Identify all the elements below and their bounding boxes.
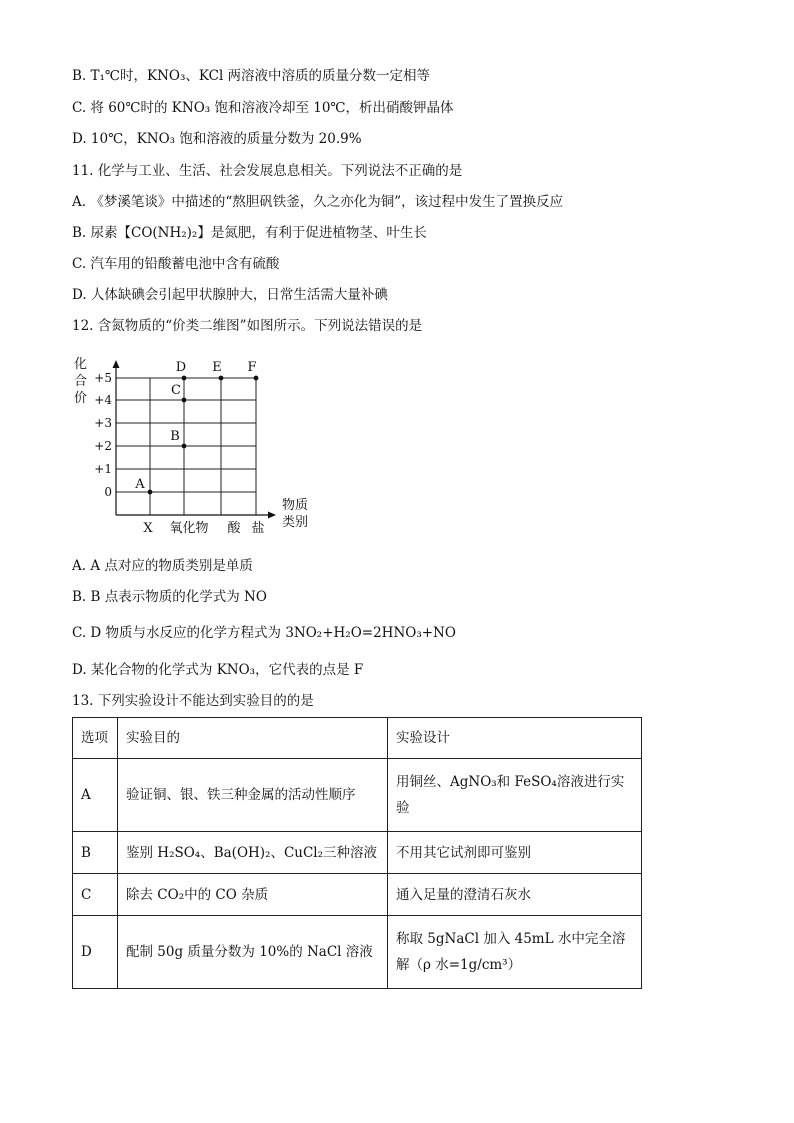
row-option: C (73, 874, 118, 916)
y-tick-label: +5 (94, 371, 112, 385)
x-tick-label: 氧化物 (169, 521, 209, 536)
y-tick-label: +3 (94, 416, 112, 430)
header-design: 实验设计 (388, 718, 642, 759)
q13-stem: 13. 下列实验设计不能达到实验目的的是 (72, 693, 314, 709)
y-tick-label: +4 (94, 393, 112, 407)
table-row (73, 916, 642, 989)
q12-option-d: D. 某化合物的化学式为 KNO₃，它代表的点是 F (72, 662, 364, 678)
point-label-f: F (247, 360, 257, 375)
point-label-a: A (135, 477, 145, 492)
row-design: 称取 5gNaCl 加入 45mL 水中完全溶解（ρ 水=1g/cm³） (388, 916, 642, 989)
x-axis-label: 物质 类别 (282, 498, 309, 530)
q11-stem: 11. 化学与工业、生活、社会发展息息相关。下列说法不正确的是 (72, 163, 463, 179)
x-tick-label: 酸 (227, 521, 241, 536)
table-header-row (73, 718, 642, 759)
row-purpose: 配制 50g 质量分数为 10%的 NaCl 溶液 (118, 916, 388, 989)
table-row (73, 759, 642, 832)
row-option: D (73, 916, 118, 989)
point-label-b: B (170, 429, 180, 444)
table-row (73, 874, 642, 916)
q10-option-c: C. 将 60℃时的 KNO₃ 饱和溶液冷却至 10℃，析出硝酸钾晶体 (72, 100, 454, 116)
point-f (254, 376, 259, 381)
q10-option-d: D. 10℃，KNO₃ 饱和溶液的质量分数为 20.9% (72, 131, 362, 147)
point-c (182, 398, 187, 403)
point-a (148, 490, 153, 495)
row-purpose: 除去 CO₂中的 CO 杂质 (118, 874, 388, 916)
experiment-table (72, 717, 642, 989)
chart-axes (113, 360, 277, 519)
row-option: B (73, 832, 118, 874)
q10-option-b: B. T₁℃时，KNO₃、KCl 两溶液中溶质的质量分数一定相等 (72, 68, 431, 84)
point-d (182, 376, 187, 381)
valence-class-chart (66, 352, 326, 537)
q12-stem: 12. 含氮物质的“价类二维图”如图所示。下列说法错误的是 (72, 318, 423, 334)
point-e (219, 376, 224, 381)
row-design: 不用其它试剂即可鉴别 (388, 832, 642, 874)
point-label-c: C (171, 383, 181, 398)
point-label-d: D (175, 360, 187, 375)
header-option: 选项 (73, 718, 118, 759)
q12-option-a: A. A 点对应的物质类别是单质 (72, 558, 253, 574)
q11-option-a: A. 《梦溪笔谈》中描述的“熬胆矾铁釜，久之亦化为铜”，该过程中发生了置换反应 (72, 194, 564, 210)
q11-option-b: B. 尿素【CO(NH₂)₂】是氮肥，有利于促进植物茎、叶生长 (72, 225, 427, 241)
row-design: 通入足量的澄清石灰水 (388, 874, 642, 916)
q11-option-c: C. 汽车用的铅酸蓄电池中含有硫酸 (72, 256, 280, 272)
point-b (182, 444, 187, 449)
x-tick-label: 盐 (251, 521, 265, 536)
row-design: 用铜丝、AgNO₃和 FeSO₄溶液进行实验 (388, 759, 642, 832)
row-purpose: 验证铜、银、铁三种金属的活动性顺序 (118, 759, 388, 832)
y-tick-label: +2 (94, 439, 112, 453)
y-tick-label: 0 (104, 485, 112, 499)
q11-option-d: D. 人体缺碘会引起甲状腺肿大，日常生活需大量补碘 (72, 287, 388, 303)
point-label-e: E (212, 360, 222, 375)
y-axis-label: 化 合 价 (74, 357, 88, 406)
x-tick-label: X (143, 521, 153, 536)
q12-option-c: C. D 物质与水反应的化学方程式为 3NO₂+H₂O=2HNO₃+NO (72, 625, 456, 641)
y-tick-label: +1 (94, 462, 112, 476)
header-purpose: 实验目的 (118, 718, 388, 759)
row-option: A (73, 759, 118, 832)
q12-option-b: B. B 点表示物质的化学式为 NO (72, 589, 267, 605)
table-row (73, 832, 642, 874)
row-purpose: 鉴别 H₂SO₄、Ba(OH)₂、CuCl₂三种溶液 (118, 832, 388, 874)
